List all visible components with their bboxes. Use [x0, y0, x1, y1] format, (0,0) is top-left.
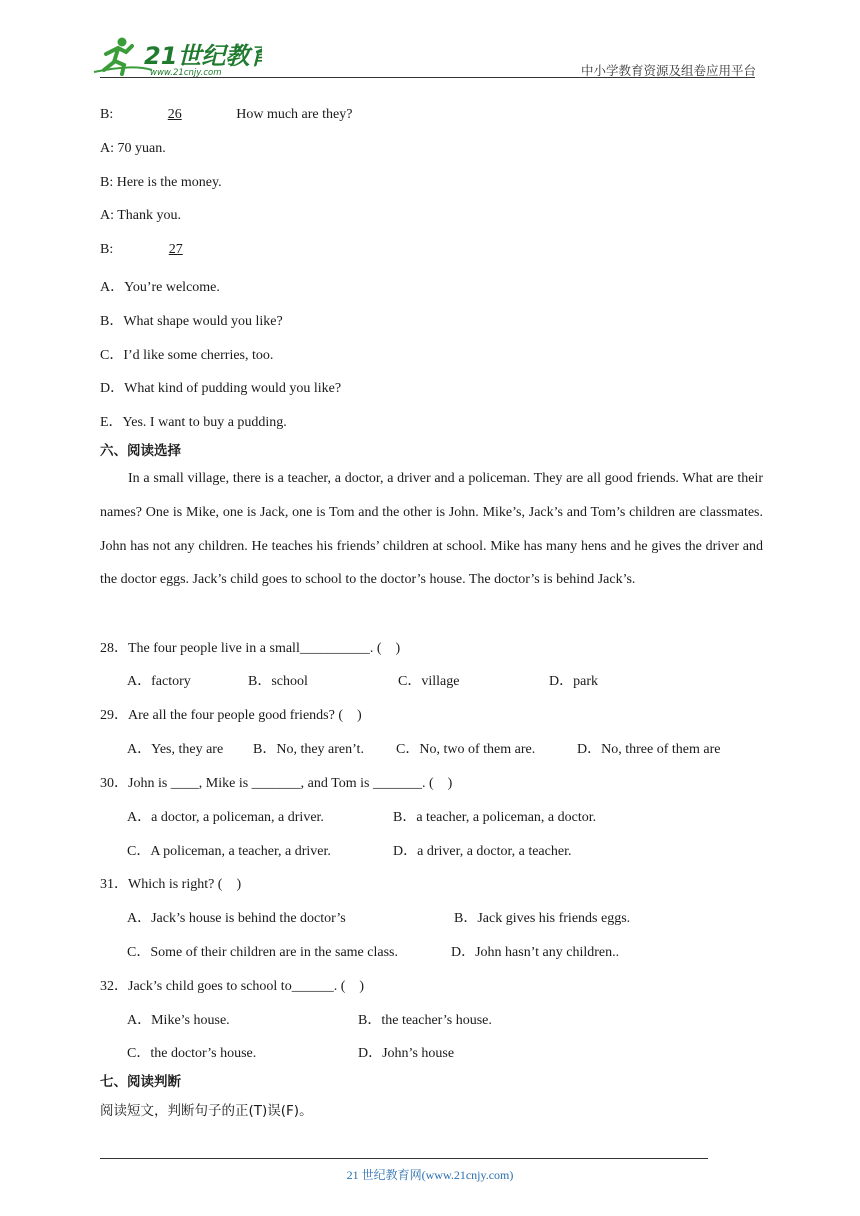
q28-option-d: D．park: [549, 674, 598, 689]
q29-option-c: C．No, two of them are.: [396, 742, 536, 757]
question-31: 31．Which is right? ( ): [100, 877, 242, 892]
q28-option-c: C．village: [398, 674, 460, 689]
reading-passage: [100, 462, 763, 597]
dialogue-line-b26: [100, 107, 352, 123]
dialogue-line: B: Here is the money.: [100, 175, 222, 190]
question-32: 32．Jack’s child goes to school to______. ( ): [100, 979, 365, 994]
passage-text: In a small village, there is a teacher, a doctor, a driver and a policeman. They are all good friends. What are their names? One is Mike, one is Jack, one is Tom and the other is John. Mike’s, Jack’s and Tom’s children are classmates. John has not any children. He teaches his friends’ children at school. Mike has many hens and he gives the driver and the doctor eggs. Jack’s child goes to school to the doctor’s house. The doctor’s is behind Jack’s.: [100, 471, 763, 588]
dialogue-line: A: Thank you.: [100, 208, 182, 223]
q31-option-d: D．John hasn’t any children..: [451, 945, 620, 960]
option-item: E．Yes. I want to buy a pudding.: [100, 415, 287, 430]
question-30: 30．John is ____, Mike is _______, and Tom is _______. ( ): [100, 776, 453, 791]
q31-option-c: C．Some of their children are in the same class.: [127, 945, 398, 960]
answer-blank-26: 26: [167, 107, 182, 122]
header-platform-text: 中小学教育资源及组卷应用平台: [580, 63, 756, 78]
dialogue-line: A: 70 yuan.: [100, 141, 166, 156]
question-29: 29．Are all the four people good friends? ( ): [100, 708, 362, 723]
q29-option-a: A．Yes, they are: [127, 742, 224, 757]
q32-option-b: B．the teacher’s house.: [358, 1013, 492, 1028]
runner-logo-icon: [92, 34, 262, 78]
option-item: C．I’d like some cherries, too.: [100, 348, 274, 363]
section7-instruction: 阅读短文，判断句子的正(T)误(F)。: [100, 1103, 313, 1119]
section-title-reading-choice: 六、阅读选择: [100, 443, 181, 459]
option-item: D．What kind of pudding would you like?: [100, 381, 342, 396]
option-item: B．What shape would you like?: [100, 314, 283, 329]
option-item: A．You’re welcome.: [100, 280, 220, 295]
q31-option-a: A．Jack’s house is behind the doctor’s: [127, 911, 346, 926]
q31-option-b: B．Jack gives his friends eggs.: [454, 911, 631, 926]
dialogue-text: How much are they?: [236, 107, 353, 122]
q30-option-a: A．a doctor, a policeman, a driver.: [127, 810, 324, 825]
q32-option-d: D．John’s house: [358, 1046, 455, 1061]
header-divider: [100, 77, 755, 78]
speaker: B:: [100, 107, 114, 122]
dialogue-line-b27: [100, 242, 183, 258]
speaker: B:: [100, 242, 114, 257]
q29-option-b: B．No, they aren’t.: [253, 742, 364, 757]
section-title-reading-judgment: 七、阅读判断: [100, 1074, 181, 1090]
site-logo: [92, 34, 262, 78]
q30-option-c: C．A policeman, a teacher, a driver.: [127, 844, 331, 859]
q32-option-a: A．Mike’s house.: [127, 1013, 230, 1028]
q30-option-b: B．a teacher, a policeman, a doctor.: [393, 810, 597, 825]
logo-url: www.21cnjy.com: [150, 68, 222, 78]
logo-wordmark: 21世纪教育: [144, 42, 262, 70]
q32-option-c: C．the doctor’s house.: [127, 1046, 257, 1061]
q28-option-a: A．factory: [127, 674, 191, 689]
footer-site-text: 21 世纪教育网(www.21cnjy.com): [346, 1168, 514, 1182]
footer-divider: [100, 1158, 708, 1159]
q28-option-b: B．school: [248, 674, 308, 689]
answer-blank-27: 27: [168, 242, 183, 257]
q30-option-d: D．a driver, a doctor, a teacher.: [393, 844, 572, 859]
question-28: 28．The four people live in a small__________. ( ): [100, 641, 401, 656]
q29-option-d: D．No, three of them are: [577, 742, 721, 757]
